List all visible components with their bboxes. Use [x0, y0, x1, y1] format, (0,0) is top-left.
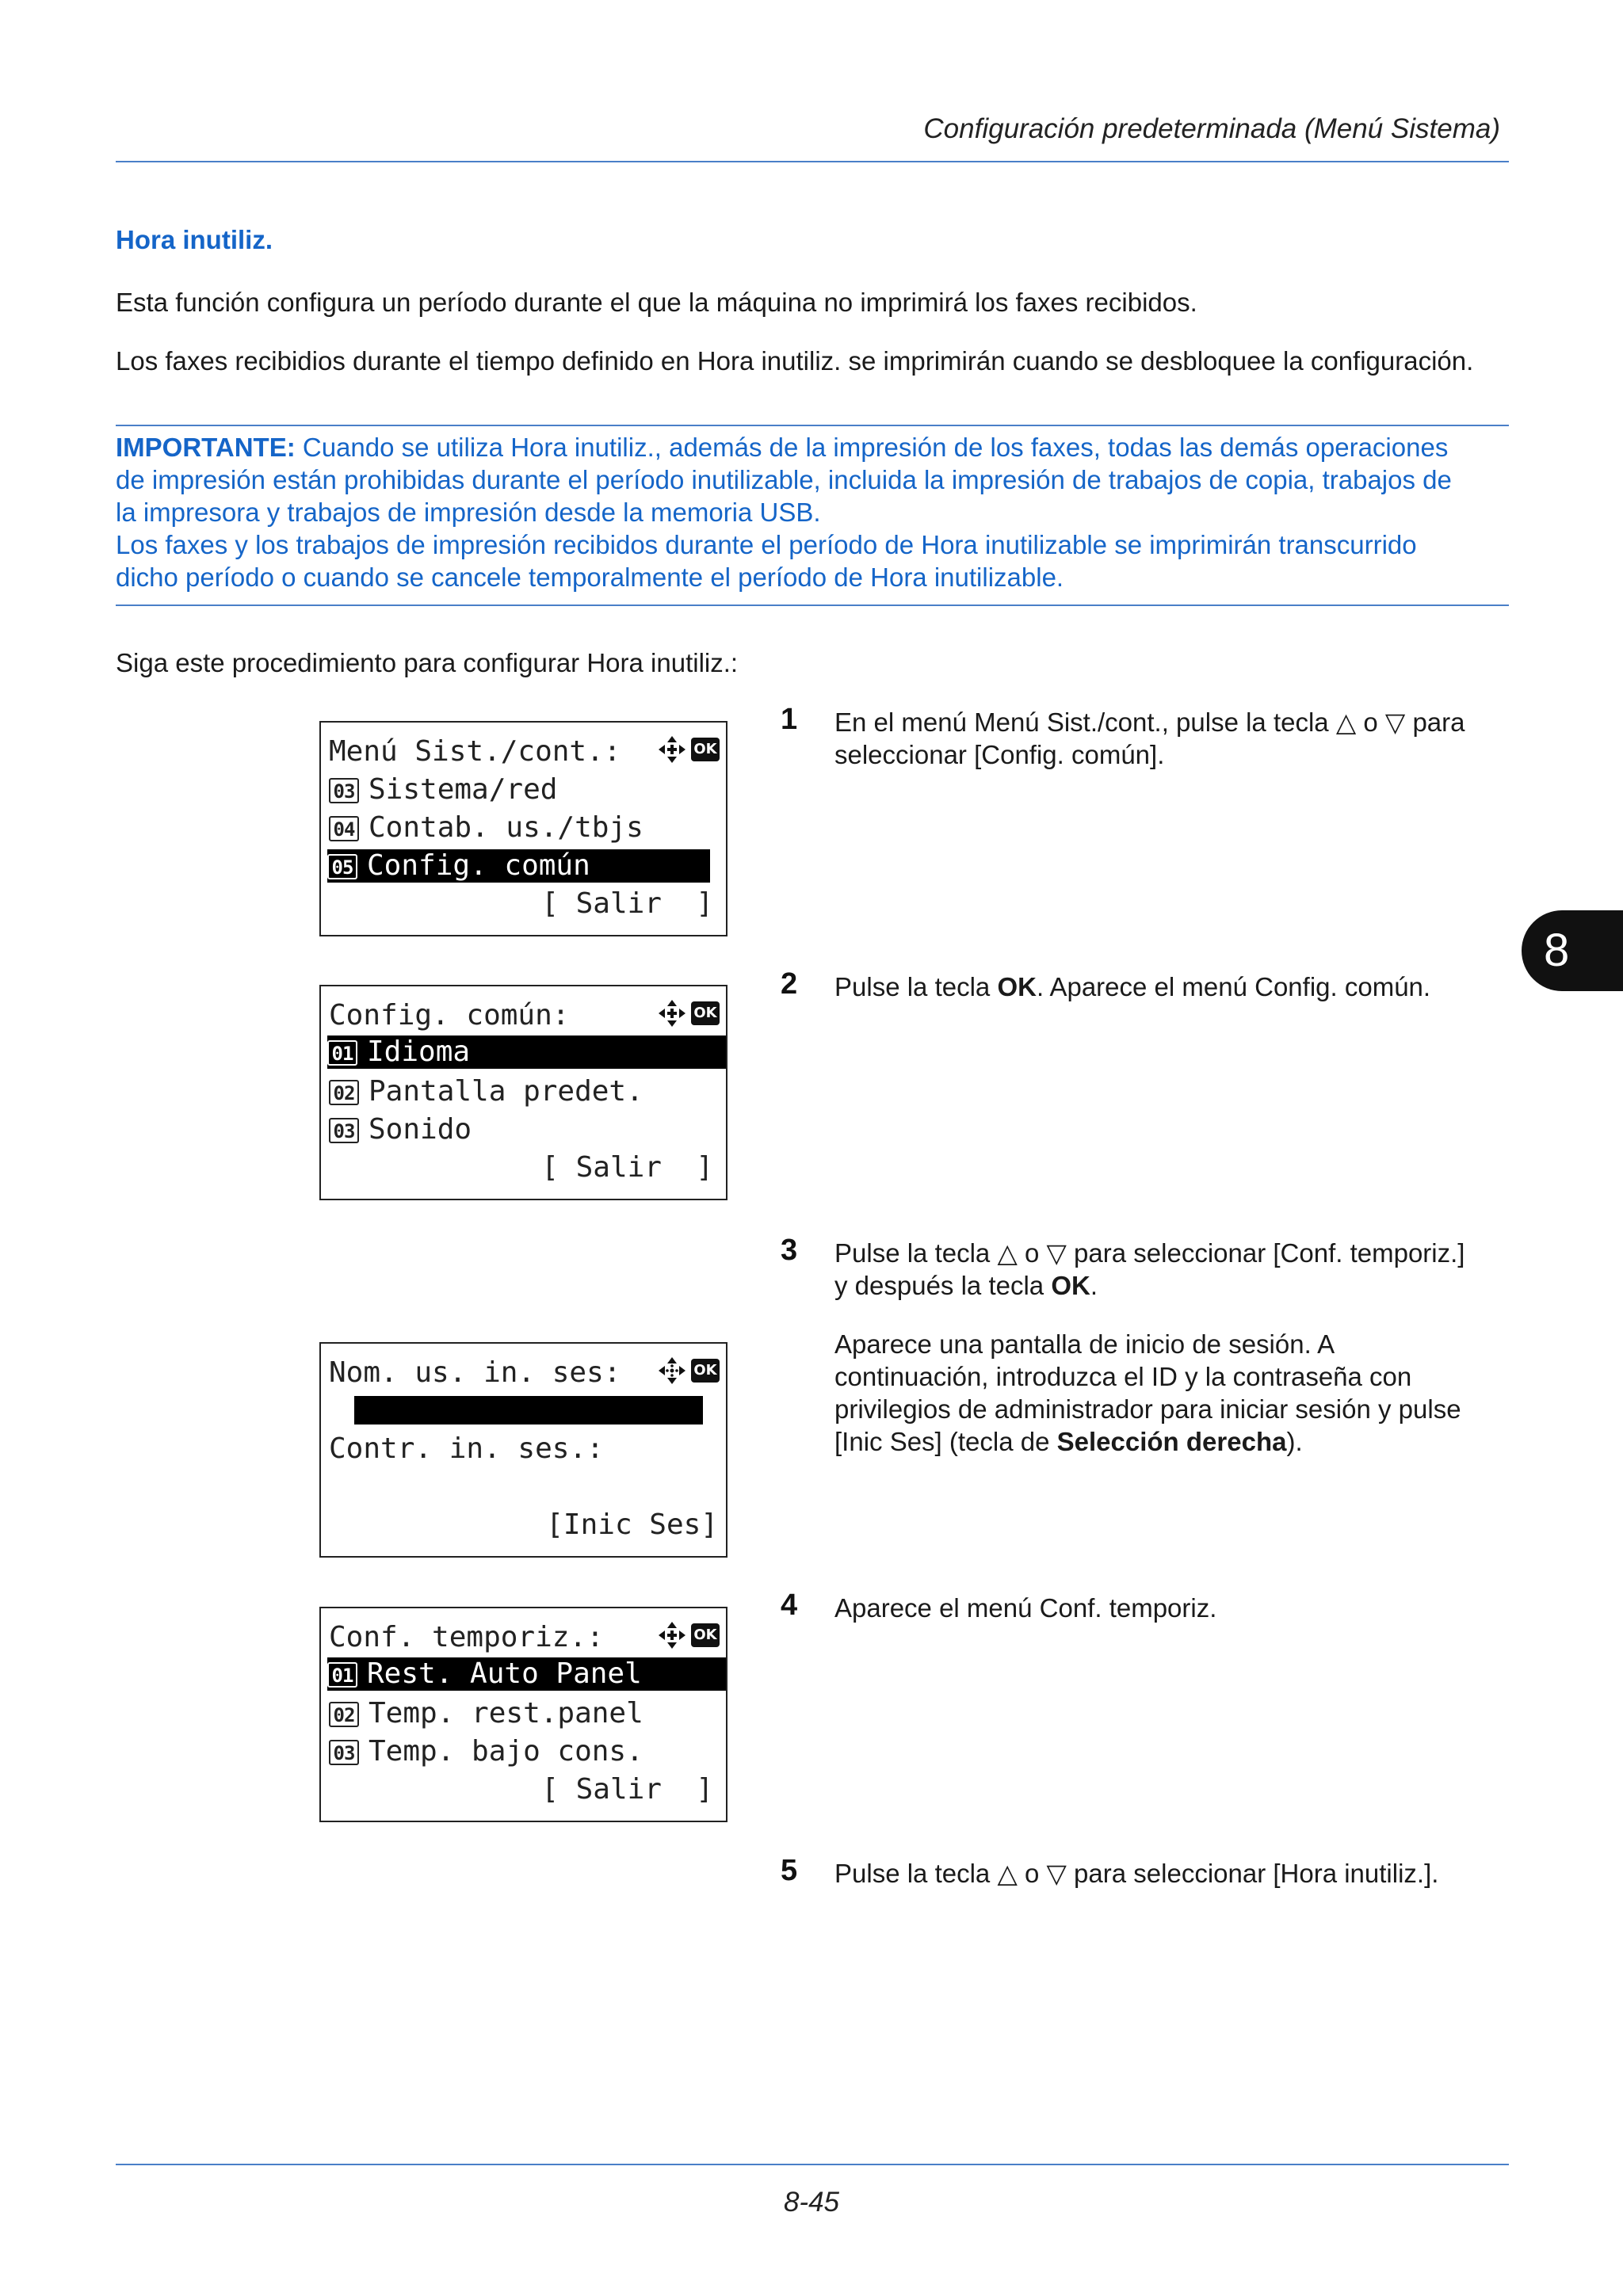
lcd-title: Config. común:: [329, 999, 570, 1032]
ok-icon: OK: [691, 1623, 720, 1647]
nav-ok-indicator: [656, 1355, 720, 1386]
step-number-5: 5: [781, 1854, 798, 1887]
menu-item-03: 03 Sonido: [329, 1113, 726, 1146]
ok-icon: OK: [691, 1359, 720, 1383]
softkey-inic-ses: [Inic Ses]: [546, 1508, 718, 1541]
lcd-screen-menu-sistema: [319, 721, 727, 936]
section-title: Hora inutiliz.: [116, 225, 273, 254]
important-note: [116, 431, 1509, 593]
procedure-intro: Siga este procedimiento para configurar Hora inutiliz.:: [116, 648, 739, 677]
lcd-screen-config-comun: [319, 985, 727, 1200]
chapter-tab: 8: [1522, 910, 1623, 991]
important-line-2: de impresión están prohibidas durante el período inutilizable, incluida la impresión de trabajos de copia, trabajos de: [116, 465, 1452, 494]
lcd-title: Menú Sist./cont.:: [329, 735, 621, 768]
four-way-arrow-dotted-icon: [656, 1355, 688, 1386]
footer-rule: [116, 2164, 1509, 2165]
menu-item-03: 03 Sistema/red: [329, 773, 726, 807]
step-number-1: 1: [781, 703, 798, 736]
four-way-arrow-icon: [656, 1619, 688, 1651]
important-top-rule: [116, 425, 1509, 426]
step-number-4: 4: [781, 1589, 798, 1622]
nav-ok-indicator: [656, 734, 720, 765]
important-line-5: dicho período o cuando se cancele temporalmente el período de Hora inutilizable.: [116, 563, 1064, 592]
softkey-salir: [ Salir ]: [541, 1773, 713, 1806]
running-header: Configuración predeterminada (Menú Sistema): [923, 113, 1500, 144]
important-line-3: la impresora y trabajos de impresión desde la memoria USB.: [116, 498, 821, 527]
header-rule: [116, 161, 1509, 162]
step-text-1: En el menú Menú Sist./cont., pulse la tecla △ o ▽ para seleccionar [Config. común].: [834, 707, 1465, 769]
nav-ok-indicator: [656, 997, 720, 1029]
four-way-arrow-icon: [656, 997, 688, 1029]
ok-icon: OK: [691, 1001, 720, 1025]
softkey-salir: [ Salir ]: [541, 1151, 713, 1184]
menu-item-01-selected: 01 Rest. Auto Panel: [327, 1657, 726, 1691]
step-text-5: Pulse la tecla △ o ▽ para seleccionar [Hora inutiliz.].: [834, 1859, 1439, 1888]
menu-item-03: 03 Temp. bajo cons.: [329, 1735, 726, 1768]
password-label: Contr. in. ses.:: [329, 1432, 604, 1465]
username-input-field: [354, 1396, 703, 1425]
menu-item-05-selected: 05 Config. común: [327, 849, 710, 883]
menu-item-02: 02 Temp. rest.panel: [329, 1697, 726, 1730]
important-line-1: Cuando se utiliza Hora inutiliz., además de la impresión de los faxes, todas las demás operaciones: [295, 433, 1449, 462]
lcd-screen-conf-temporiz: [319, 1607, 727, 1822]
step-text-3: Pulse la tecla △ o ▽ para seleccionar [Conf. temporiz.] y después la tecla OK.: [834, 1238, 1465, 1300]
important-label: IMPORTANTE:: [116, 433, 296, 462]
paragraph-2: Los faxes recibidios durante el tiempo definido en Hora inutiliz. se imprimirán cuando se desbloquee la configuración.: [116, 346, 1474, 376]
important-line-4: Los faxes y los trabajos de impresión recibidos durante el período de Hora inutilizable se imprimirán transcurrido: [116, 530, 1417, 559]
paragraph-1: Esta función configura un período durante el que la máquina no imprimirá los faxes recibidos.: [116, 288, 1197, 317]
lcd-title: Nom. us. in. ses:: [329, 1356, 621, 1389]
menu-item-02: 02 Pantalla predet.: [329, 1075, 726, 1108]
menu-item-04: 04 Contab. us./tbjs: [329, 811, 726, 845]
four-way-arrow-icon: [656, 734, 688, 765]
nav-ok-indicator: [656, 1619, 720, 1651]
step-text-2: Pulse la tecla OK. Aparece el menú Config. común.: [834, 972, 1431, 1001]
ok-icon: OK: [691, 738, 720, 761]
step-text-4: Aparece el menú Conf. temporiz.: [834, 1593, 1217, 1623]
step-number-3: 3: [781, 1234, 798, 1267]
menu-item-01-selected: 01 Idioma: [327, 1035, 726, 1069]
step-text-3-detail: Aparece una pantalla de inicio de sesión. A continuación, introduzca el ID y la contraseña con privilegios de administrador para iniciar sesión y pulse [Inic Ses] (tecla de Selección derecha).: [834, 1329, 1461, 1456]
lcd-title: Conf. temporiz.:: [329, 1621, 604, 1653]
step-number-2: 2: [781, 967, 798, 1001]
important-bottom-rule: [116, 605, 1509, 606]
lcd-screen-login: [319, 1342, 727, 1558]
softkey-salir: [ Salir ]: [541, 887, 713, 920]
page-number: 8-45: [783, 2187, 840, 2218]
